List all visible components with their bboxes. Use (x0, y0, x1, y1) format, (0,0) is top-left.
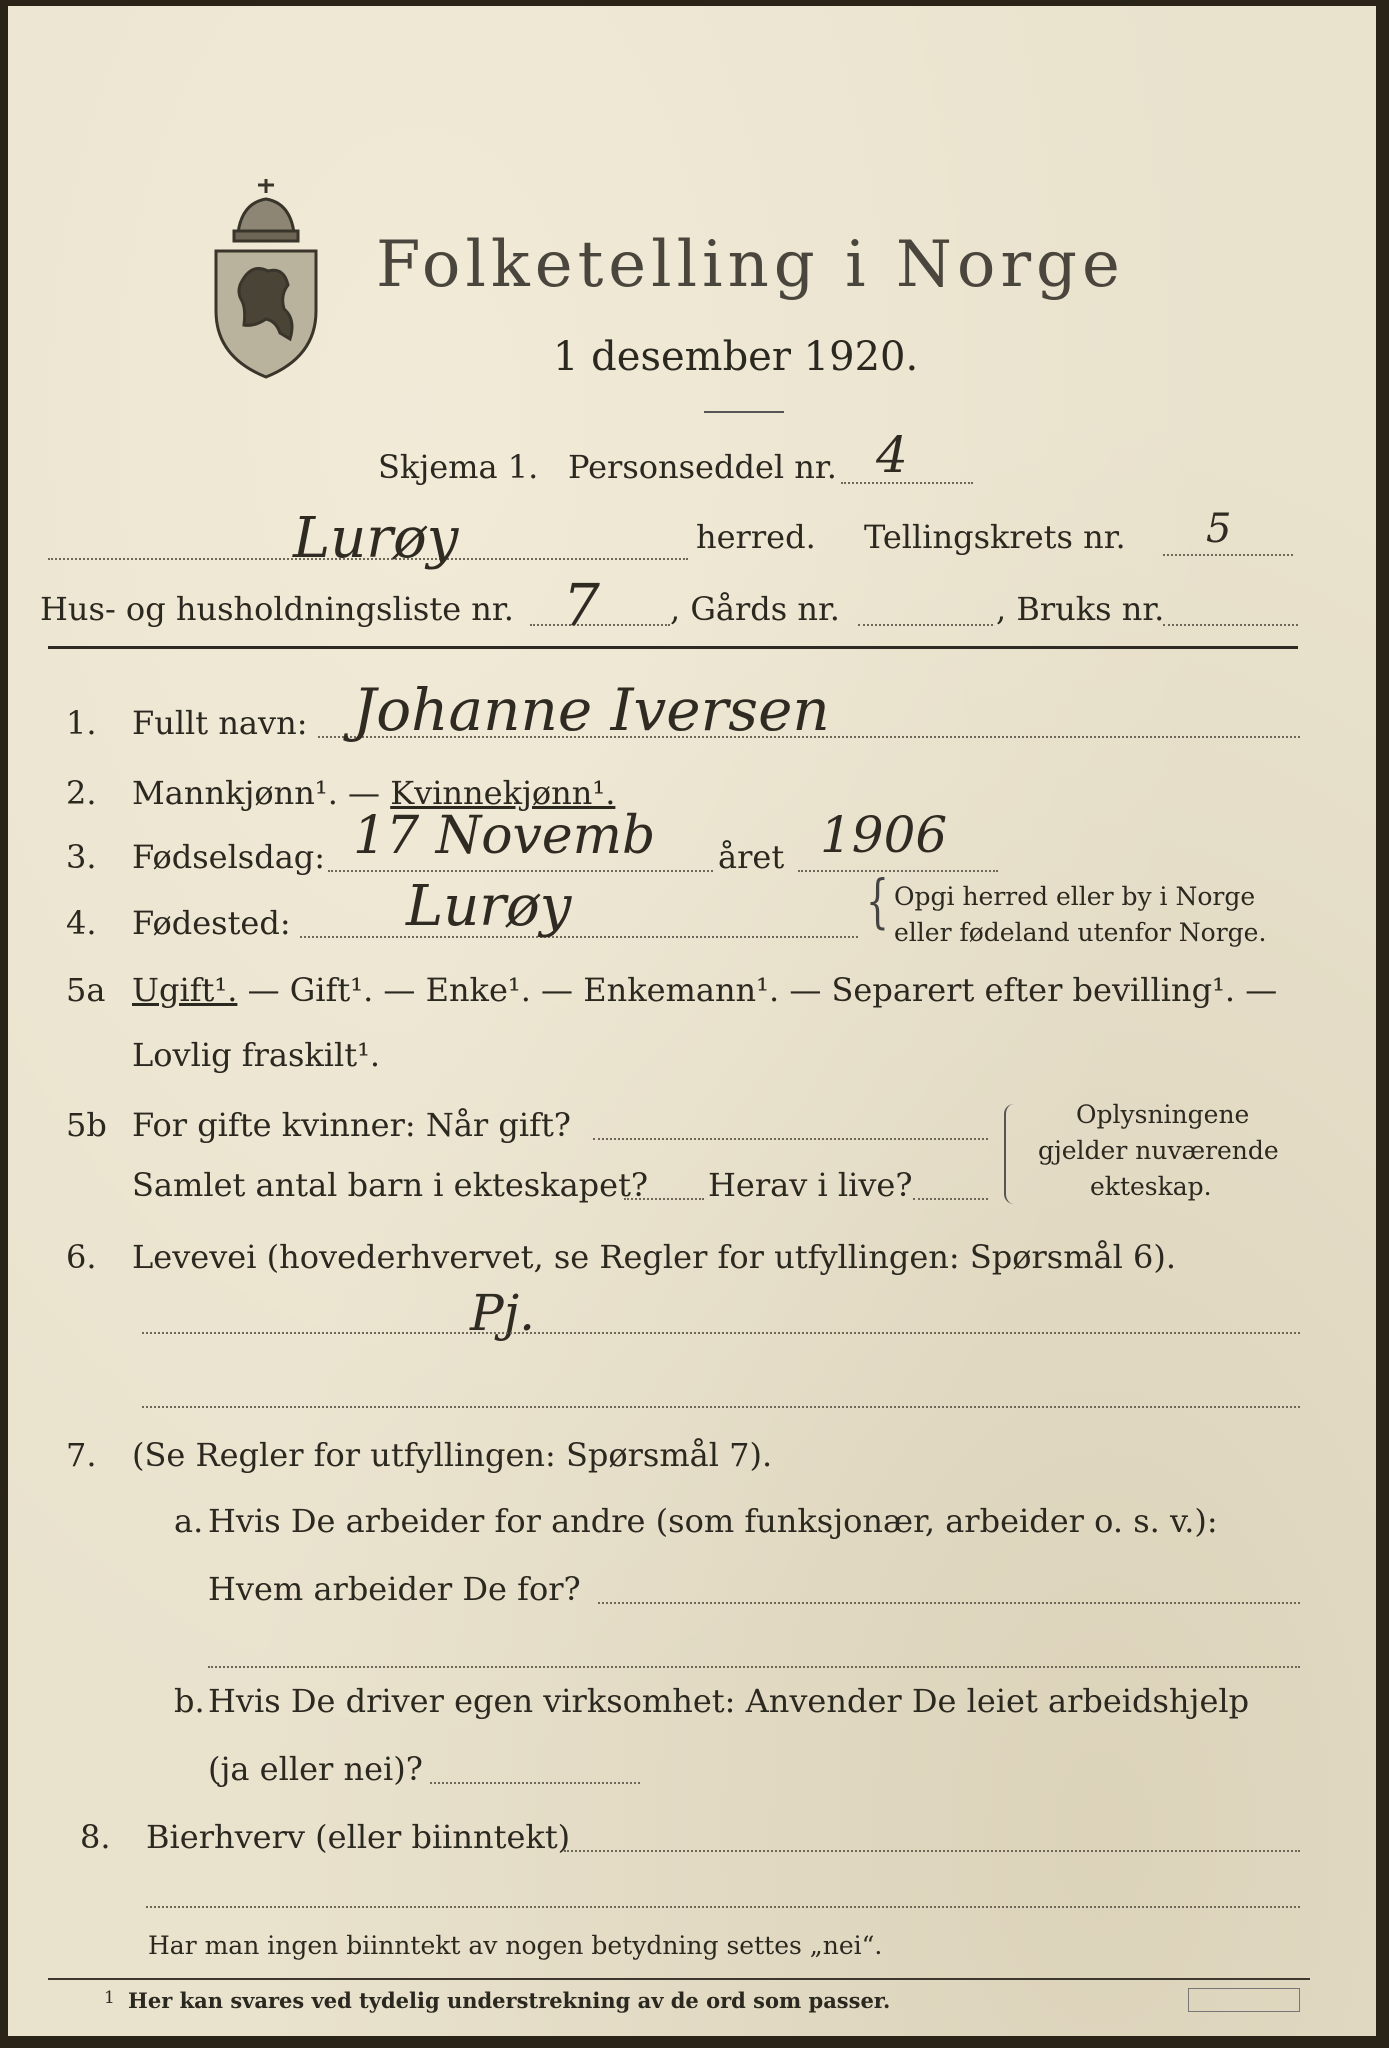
q7b-line2: (ja eller nei)? (208, 1750, 423, 1788)
personseddel-value: 4 (876, 426, 908, 484)
q7-label: (Se Regler for utfyllingen: Spørsmål 7). (132, 1436, 773, 1474)
bruks-label: , Bruks nr. (996, 590, 1165, 628)
herred-label: herred. (696, 518, 816, 556)
husliste-label: Hus- og husholdningsliste nr. (40, 590, 514, 628)
q7b-line1: Hvis De driver egen virksomhet: Anvender De leiet arbeidshjelp (208, 1682, 1250, 1720)
q3-number: 3. (66, 838, 97, 876)
husliste-value: 7 (563, 571, 600, 639)
footnote-text: Her kan svares ved tydelig understrekning av de ord som passer. (128, 1988, 891, 2013)
q2-number: 2. (66, 774, 97, 812)
ugift-option-underlined: Ugift¹. (132, 971, 238, 1009)
left-bracket (1004, 1104, 1018, 1204)
brace-icon: { (866, 869, 889, 936)
q6-number: 6. (66, 1238, 97, 1276)
male-option: Mannkjønn¹. — (132, 774, 391, 812)
q4-number: 4. (66, 904, 97, 942)
title-divider (704, 411, 784, 413)
q5a-line1 (132, 971, 1277, 1009)
q3-label: Fødselsdag: (132, 838, 326, 876)
full-name-value: Johanne Iversen (353, 676, 830, 744)
skjema-label: Skjema 1. (378, 448, 539, 486)
q7a-line1: Hvis De arbeider for andre (som funksjonær, arbeider o. s. v.): (208, 1502, 1218, 1540)
page-title: Folketelling i Norge (376, 228, 1125, 302)
census-date: 1 desember 1920. (553, 334, 919, 380)
gards-label: , Gårds nr. (670, 590, 840, 628)
q1-label: Fullt navn: (132, 704, 308, 742)
q5b-number: 5b (66, 1106, 107, 1144)
q7-number: 7. (66, 1436, 97, 1474)
printer-stamp (1188, 1988, 1300, 2012)
q5a-line2: Lovlig fraskilt¹. (132, 1036, 381, 1074)
q7b-letter: b. (174, 1682, 205, 1720)
header-rule (48, 646, 1298, 649)
q8-number: 8. (80, 1818, 111, 1856)
q7a-letter: a. (174, 1502, 204, 1540)
q4-note-2: eller fødeland utenfor Norge. (894, 918, 1267, 947)
birth-year-value: 1906 (820, 806, 948, 864)
q4-label: Fødested: (132, 904, 291, 942)
female-option-underlined: Kvinnekjønn¹. (390, 774, 616, 812)
q8-note: Har man ingen biinntekt av nogen betydning settes „nei“. (148, 1931, 883, 1960)
q5b-note-3: ekteskap. (1090, 1172, 1212, 1201)
q1-number: 1. (66, 704, 97, 742)
tellingskrets-value: 5 (1206, 506, 1232, 552)
footer-rule (48, 1978, 1310, 1980)
q7a-line2: Hvem arbeider De for? (208, 1570, 581, 1608)
birthplace-value: Lurøy (406, 874, 572, 939)
q5b-line2a: Samlet antal barn i ekteskapet? (132, 1166, 649, 1204)
census-form (8, 6, 1376, 2036)
q6-label: Levevei (hovederhvervet, se Regler for utfyllingen: Spørsmål 6). (132, 1238, 1177, 1276)
herred-value: Lurøy (293, 506, 459, 571)
birthday-value: 17 Novemb (353, 806, 656, 866)
q5b-line1: For gifte kvinner: Når gift? (132, 1106, 571, 1144)
tellingskrets-label: Tellingskrets nr. (864, 518, 1126, 556)
year-label: året (718, 838, 785, 876)
coat-of-arms-icon (208, 171, 324, 383)
q5b-line2b: Herav i live? (708, 1166, 913, 1204)
occupation-value: Pj. (470, 1284, 536, 1342)
q5b-note-2: gjelder nuværende (1038, 1136, 1279, 1165)
q8-label: Bierhverv (eller biinntekt) (146, 1818, 571, 1856)
personseddel-label: Personseddel nr. (568, 448, 837, 486)
marital-options: — Gift¹. — Enke¹. — Enkemann¹. — Separert efter bevilling¹. — (237, 971, 1278, 1009)
q5b-note-1: Oplysningene (1076, 1100, 1250, 1129)
q4-note-1: Opgi herred eller by i Norge (894, 882, 1256, 911)
footnote-mark: 1 (104, 1988, 115, 2008)
q5a-number: 5a (66, 971, 106, 1009)
